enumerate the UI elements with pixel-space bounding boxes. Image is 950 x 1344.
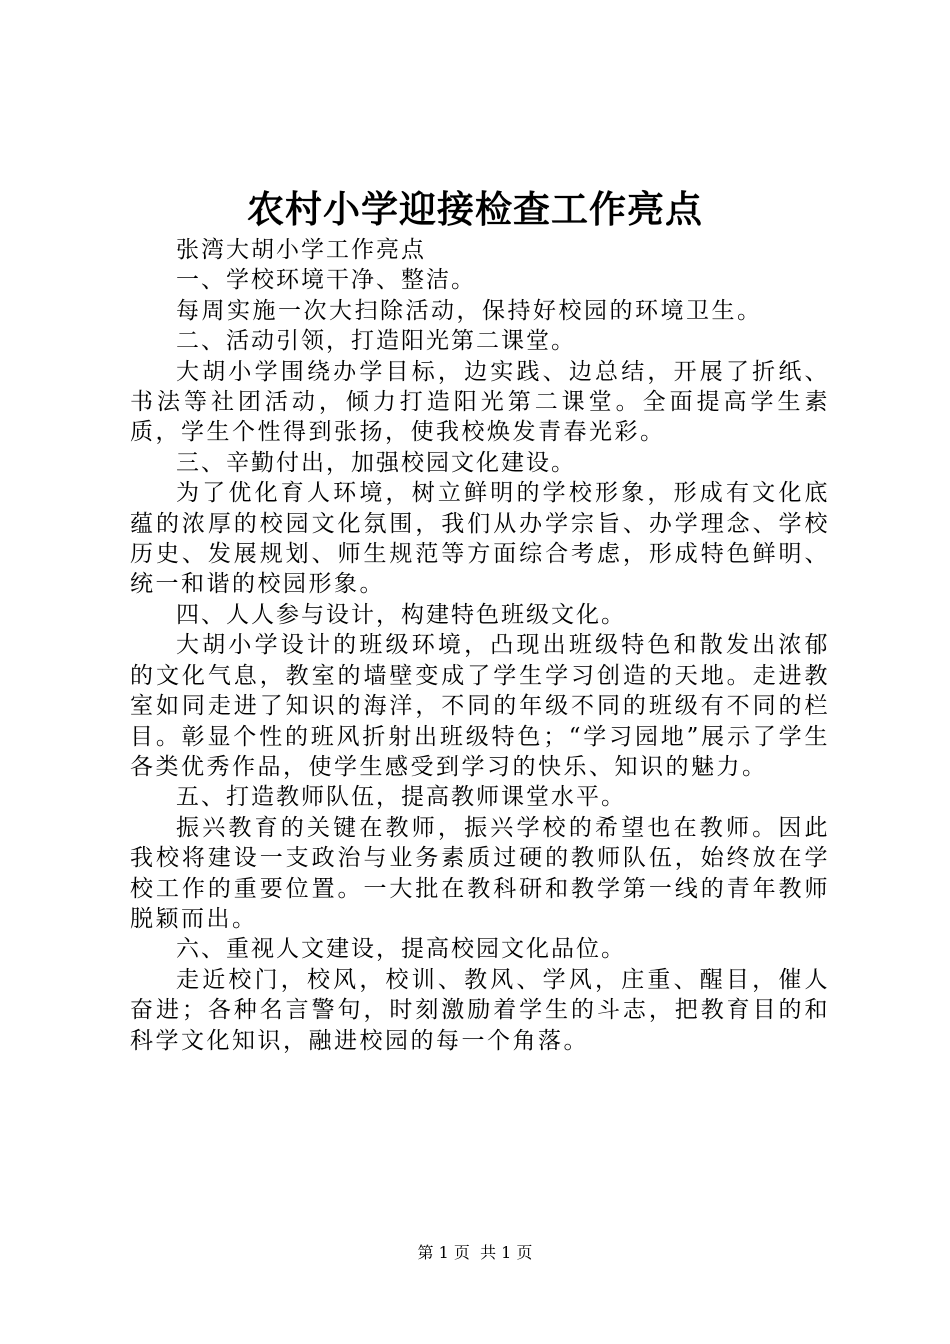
section-body-4: 大胡小学设计的班级环境，凸现出班级特色和散发出浓郁的文化气息，教室的墙壁变成了学生学习创造的天地。走进教室如同走进了知识的海洋，不同的年级不同的班级有不同的栏目。彰显个性的班风折射出班级特色；“学习园地”展示了学生各类优秀作品，使学生感受到学习的快乐、知识的魅力。 [130, 632, 830, 780]
page-number: 第 1 页 [417, 1243, 470, 1262]
page-total: 共 1 页 [480, 1243, 533, 1262]
section-heading-5: 五、打造教师队伍，提高教师课堂水平。 [176, 784, 626, 811]
section-body-5: 振兴教育的关键在教师，振兴学校的希望也在教师。因此我校将建设一支政治与业务素质过硬的教师队伍，始终放在学校工作的重要位置。一大批在教科研和教学第一线的青年教师脱颖而出。 [130, 814, 830, 932]
page-title: 农村小学迎接检查工作亮点 [247, 187, 703, 231]
section-heading-2: 二、活动引领，打造阳光第二课堂。 [176, 328, 576, 355]
page-footer [0, 1243, 950, 1263]
section-heading-4: 四、人人参与设计，构建特色班级文化。 [176, 601, 626, 628]
section-body-1: 每周实施一次大扫除活动，保持好校园的环境卫生。 [176, 297, 763, 324]
subtitle-paragraph: 张湾大胡小学工作亮点 [176, 237, 426, 263]
section-body-3: 为了优化育人环境，树立鲜明的学校形象，形成有文化底蕴的浓厚的校园文化氛围，我们从办学宗旨、办学理念、学校历史、发展规划、师生规范等方面综合考虑，形成特色鲜明、统一和谐的校园形象。 [130, 480, 830, 598]
section-heading-3: 三、辛勤付出，加强校园文化建设。 [176, 449, 576, 476]
section-heading-1: 一、学校环境干净、整洁。 [176, 267, 476, 294]
section-body-2: 大胡小学围绕办学目标，边实践、边总结，开展了折纸、书法等社团活动，倾力打造阳光第二课堂。全面提高学生素质，学生个性得到张扬，使我校焕发青春光彩。 [130, 358, 830, 446]
document-body [130, 235, 830, 1056]
section-body-6: 走近校门，校风，校训、教风、学风，庄重、醒目，催人奋进；各种名言警句，时刻激励着学生的斗志，把教育目的和科学文化知识，融进校园的每一个角落。 [130, 966, 830, 1054]
section-heading-6: 六、重视人文建设，提高校园文化品位。 [176, 936, 626, 963]
